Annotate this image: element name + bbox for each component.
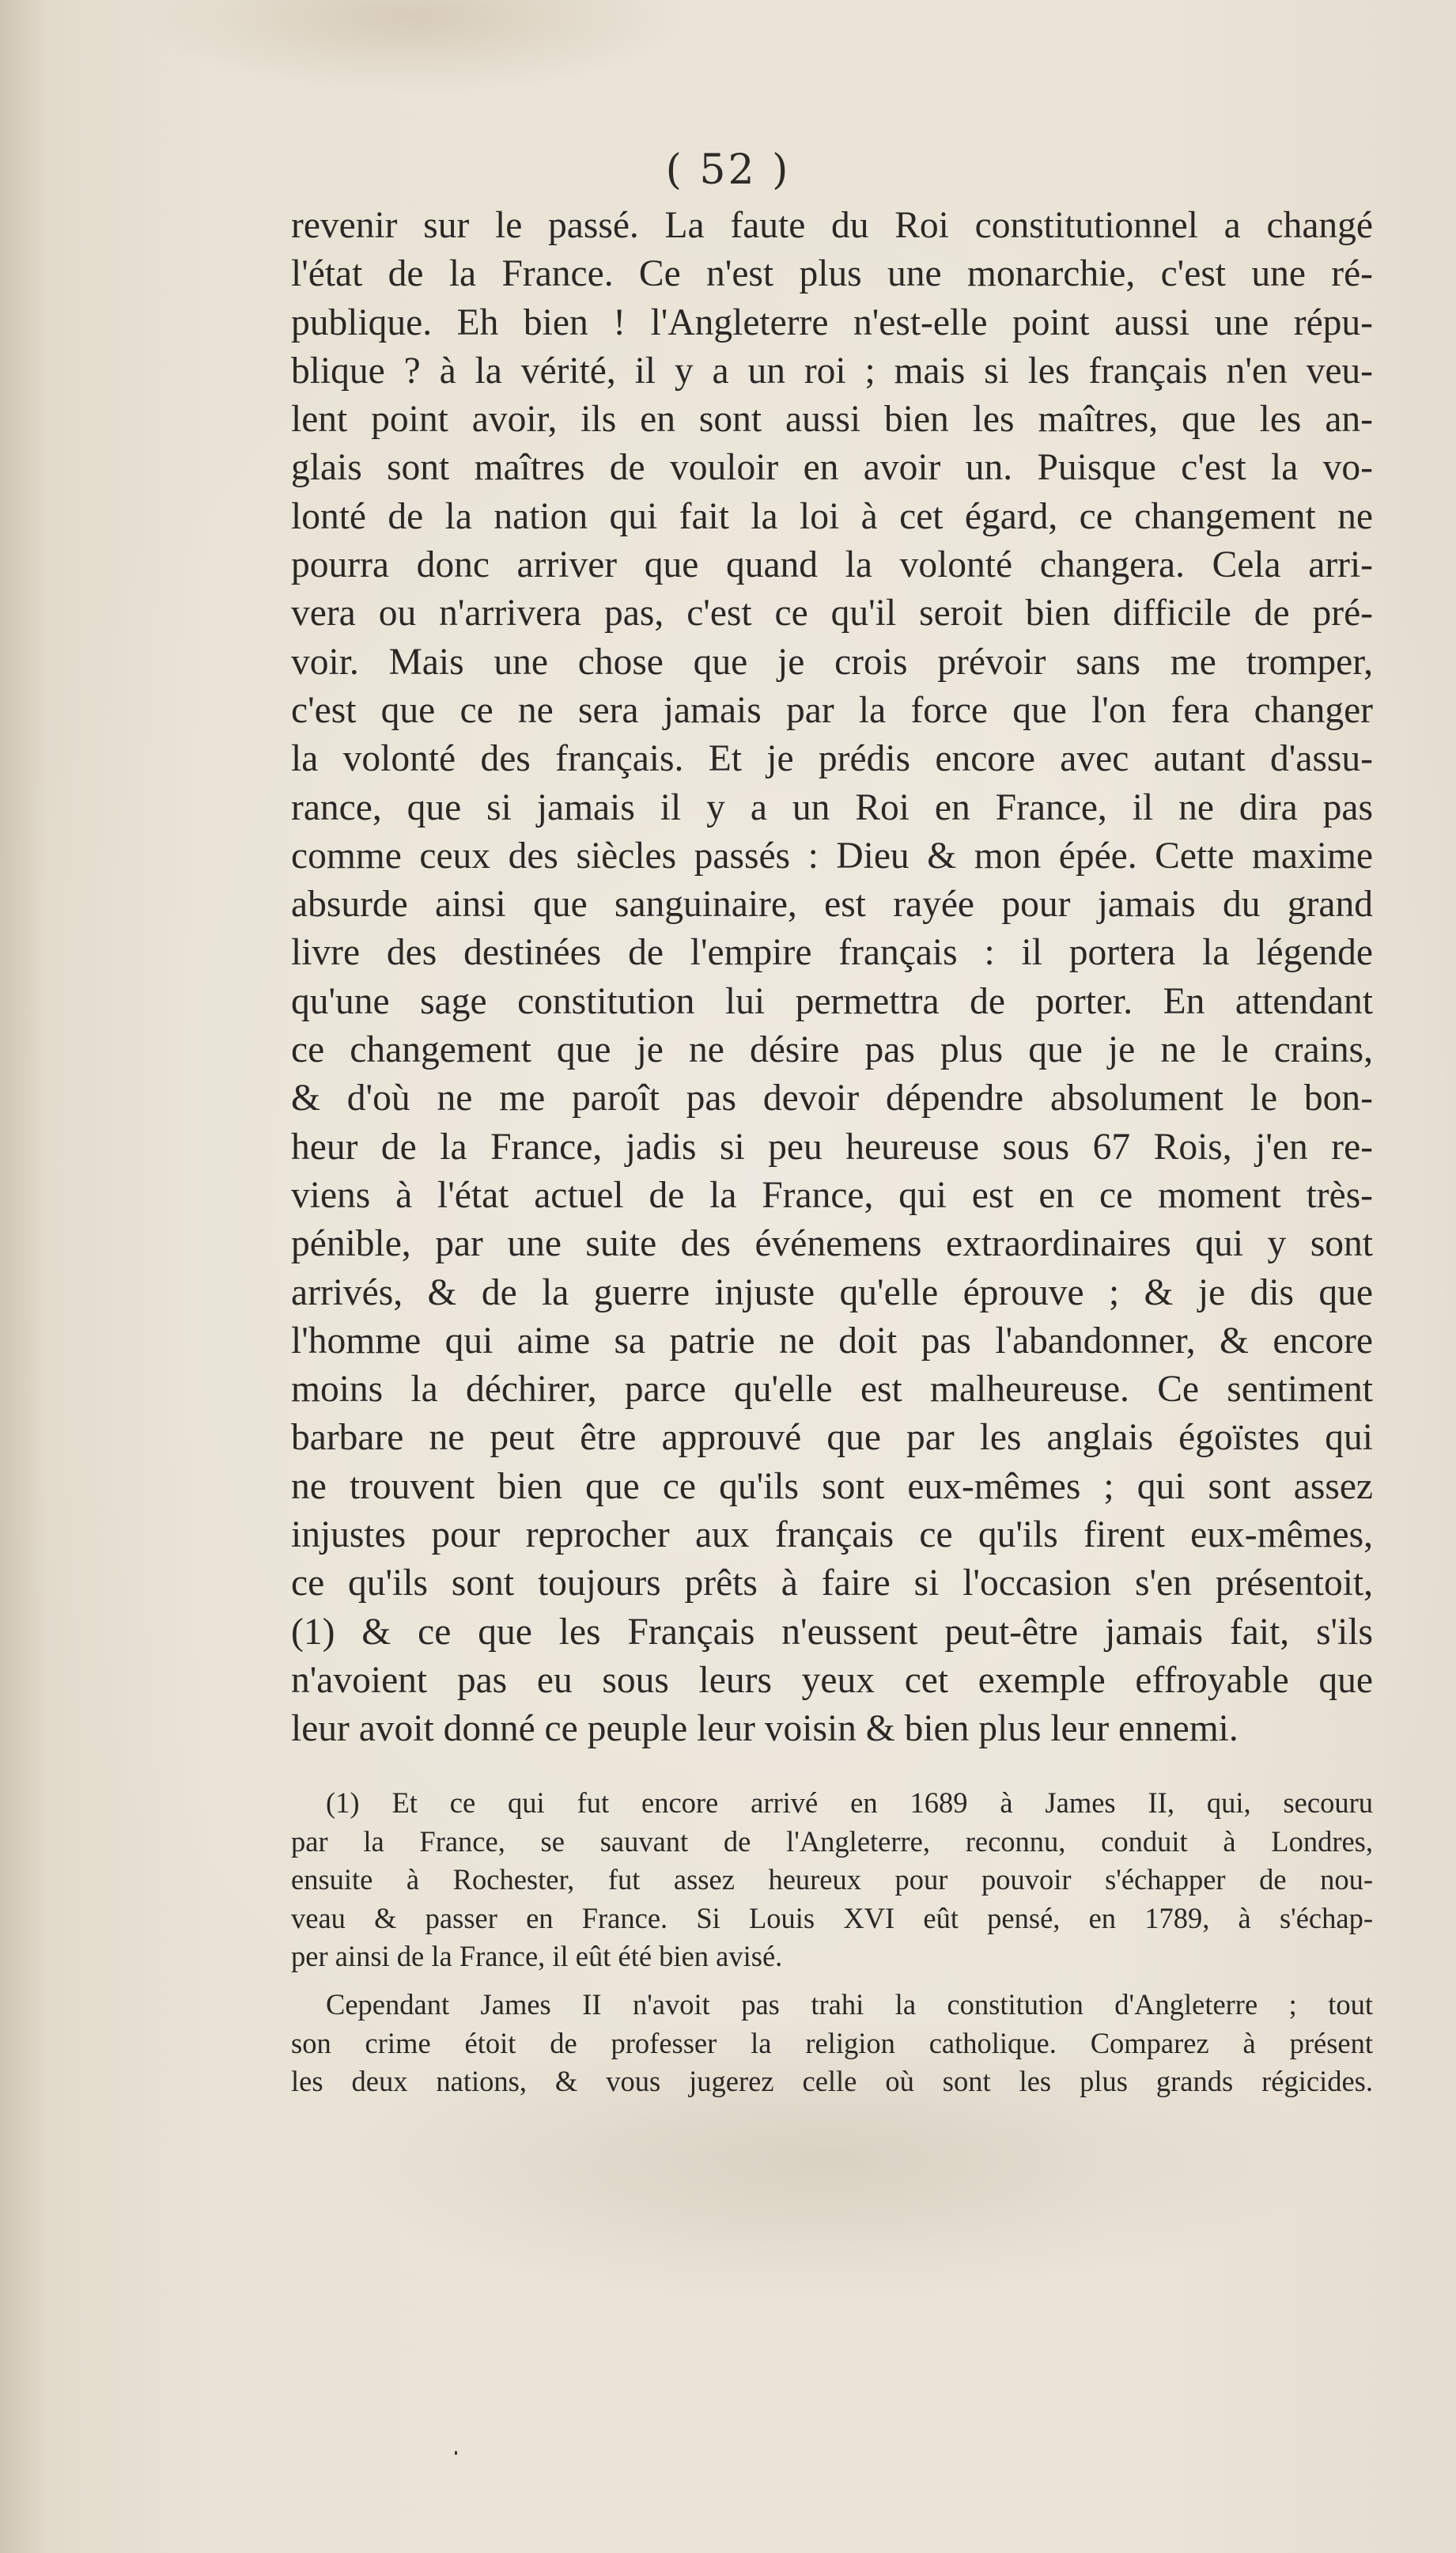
body-line: comme ceux des siècles passés : Dieu & mon épée. Cette maxime [291,835,1373,877]
body-line: lonté de la nation qui fait la loi à cet égard, ce changement ne [291,495,1373,537]
body-line: livre des destinées de l'empire français : il portera la légende [291,932,1373,974]
page-number: ( 52 ) [665,146,791,194]
body-text [291,202,1373,1754]
footnote-line: (1) Et ce qui fut encore arrivé en 1689 à James II, qui, secouru [326,1786,1373,1819]
body-line: blique ? à la vérité, il y a un roi ; mais si les français n'en veu- [291,350,1373,392]
body-line: revenir sur le passé. La faute du Roi constitutionnel a changé [291,205,1373,246]
body-line: pourra donc arriver que quand la volonté changera. Cela arri- [291,544,1373,586]
body-line: n'avoient pas eu sous leurs yeux cet exemple effroyable que [291,1659,1373,1701]
ink-speck [455,2451,457,2455]
body-line: voir. Mais une chose que je crois prévoir sans me tromper, [291,641,1373,683]
body-line: injustes pour reprocher aux français ce qu'ils firent eux-mêmes, [291,1514,1373,1556]
body-line: ce qu'ils sont toujours prêts à faire si l'occasion s'en présentoit, [291,1562,1373,1604]
body-line: viens à l'état actuel de la France, qui est en ce moment très- [291,1174,1373,1216]
body-line: c'est que ce ne sera jamais par la force que l'on fera changer [291,689,1373,731]
footnote-line: veau & passer en France. Si Louis XVI eût pensé, en 1789, à s'échap- [291,1901,1373,1934]
body-line: ce changement que je ne désire pas plus que je ne le crains, [291,1029,1373,1071]
body-line: moins la déchirer, parce qu'elle est malheureuse. Ce sentiment [291,1369,1373,1411]
body-line: barbare ne peut être approuvé que par les anglais égoïstes qui [291,1417,1373,1459]
footnote-line: les deux nations, & vous jugerez celle où sont les plus grands régicides. [291,2065,1373,2098]
body-line: pénible, par une suite des événemens extraordinaires qui y sont [291,1223,1373,1265]
body-line: ne trouvent bien que ce qu'ils sont eux-mêmes ; qui sont assez [291,1465,1373,1507]
body-line: leur avoit donné ce peuple leur voisin & bien plus leur ennemi. [291,1708,1239,1750]
footnote-line: per ainsi de la France, il eût été bien avisé. [291,1940,783,1973]
body-line: vera ou n'arrivera pas, c'est ce qu'il seroit bien difficile de pré- [291,593,1373,634]
footnote-1 [291,1784,1373,1976]
footnote-line: son crime étoit de professer la religion catholique. Comparez à présent [291,2026,1373,2059]
body-line: la volonté des français. Et je prédis encore avec autant d'assu- [291,738,1373,780]
footnote-line: par la France, se sauvant de l'Angleterre, reconnu, conduit à Londres, [291,1824,1373,1858]
body-line: rance, que si jamais il y a un Roi en France, il ne dira pas [291,786,1373,828]
body-line: publique. Eh bien ! l'Angleterre n'est-elle point aussi une répu- [291,301,1373,343]
body-line: (1) & ce que les Français n'eussent peut-être jamais fait, s'ils [291,1611,1373,1653]
body-line: & d'où ne me paroît pas devoir dépendre absolument le bon- [291,1078,1373,1119]
footnote-line: ensuite à Rochester, fut assez heureux pour pouvoir s'échapper de nou- [291,1863,1373,1896]
footnotes [291,1784,1373,2101]
footnote-line: Cependant James II n'avoit pas trahi la constitution d'Angleterre ; tout [326,1987,1373,2021]
body-line: arrivés, & de la guerre injuste qu'elle éprouve ; & je dis que [291,1271,1373,1313]
body-line: l'homme qui aime sa patrie ne doit pas l'abandonner, & encore [291,1320,1373,1362]
body-line: absurde ainsi que sanguinaire, est rayée pour jamais du grand [291,884,1373,926]
body-line: l'état de la France. Ce n'est plus une monarchie, c'est une ré- [291,253,1373,295]
footnote-continuation [291,1986,1373,2101]
body-line: heur de la France, jadis si peu heureuse sous 67 Rois, j'en re- [291,1126,1373,1168]
body-line: glais sont maîtres de vouloir en avoir un. Puisque c'est la vo- [291,447,1373,489]
body-line: lent point avoir, ils en sont aussi bien les maîtres, que les an- [291,399,1373,441]
body-line: qu'une sage constitution lui permettra de porter. En attendant [291,980,1373,1022]
